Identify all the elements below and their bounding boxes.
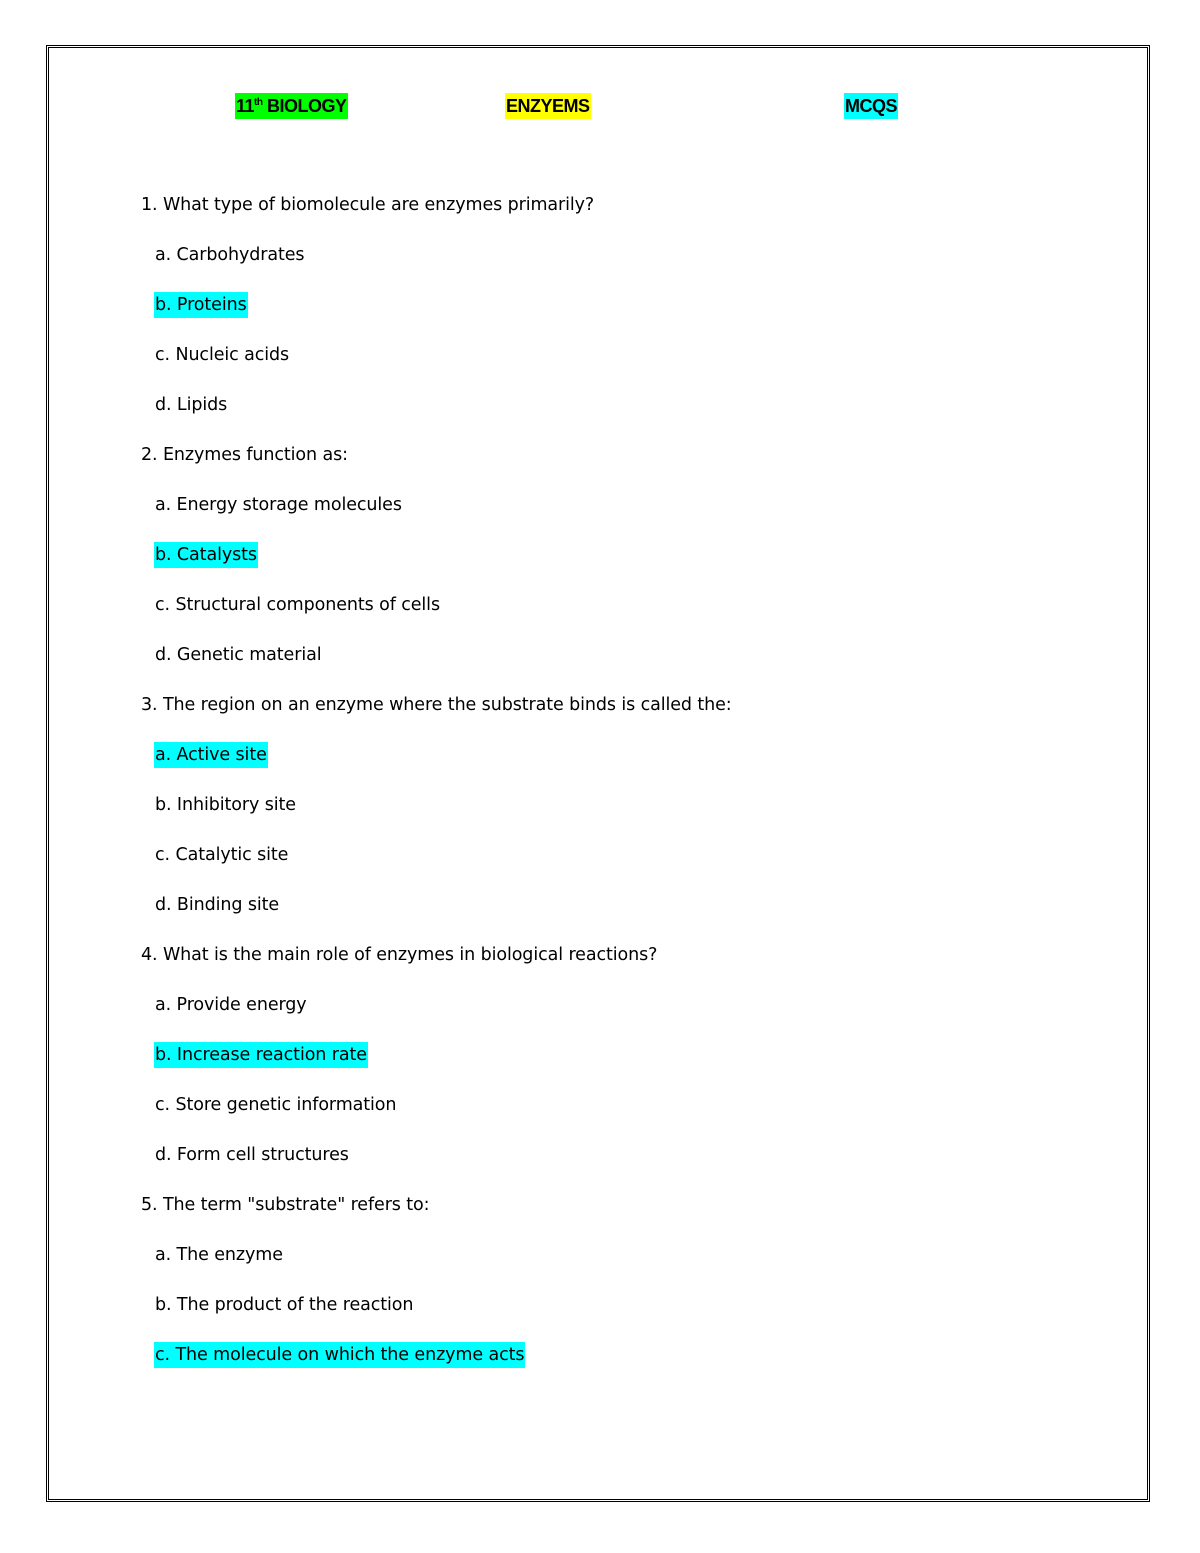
answer-option: a. Energy storage molecules bbox=[155, 495, 402, 515]
answer-option: c. Nucleic acids bbox=[155, 345, 290, 365]
answer-option: d. Binding site bbox=[155, 895, 280, 915]
question-2: 2. Enzymes function as: bbox=[141, 445, 348, 465]
answer-option: c. Store genetic information bbox=[155, 1095, 397, 1115]
grade-number: 11 bbox=[236, 96, 255, 116]
grade-subject: BIOLOGY bbox=[262, 96, 347, 116]
answer-option: a. Carbohydrates bbox=[155, 245, 305, 265]
answer-option: b. Inhibitory site bbox=[155, 795, 296, 815]
correct-answer-option: a. Active site bbox=[154, 742, 268, 768]
answer-option: d. Genetic material bbox=[155, 645, 322, 665]
correct-answer-option: b. Proteins bbox=[154, 292, 248, 318]
question-5: 5. The term "substrate" refers to: bbox=[141, 1195, 430, 1215]
correct-answer-option: c. The molecule on which the enzyme acts bbox=[154, 1342, 525, 1368]
correct-answer-option: b. Catalysts bbox=[154, 542, 258, 568]
answer-option: c. Structural components of cells bbox=[155, 595, 440, 615]
answer-option: a. The enzyme bbox=[155, 1245, 283, 1265]
grade-suffix: th bbox=[254, 97, 263, 108]
correct-answer-option: b. Increase reaction rate bbox=[154, 1042, 368, 1068]
question-3: 3. The region on an enzyme where the substrate binds is called the: bbox=[141, 695, 732, 715]
header-topic-label: ENZYEMS bbox=[505, 93, 591, 119]
header-grade-label bbox=[235, 93, 348, 119]
answer-option: a. Provide energy bbox=[155, 995, 307, 1015]
answer-option: d. Lipids bbox=[155, 395, 228, 415]
answer-option: c. Catalytic site bbox=[155, 845, 289, 865]
answer-option: b. The product of the reaction bbox=[155, 1295, 414, 1315]
question-4: 4. What is the main role of enzymes in biological reactions? bbox=[141, 945, 658, 965]
header-type-label: MCQS bbox=[844, 93, 898, 119]
answer-option: d. Form cell structures bbox=[155, 1145, 349, 1165]
question-1: 1. What type of biomolecule are enzymes primarily? bbox=[141, 195, 595, 215]
